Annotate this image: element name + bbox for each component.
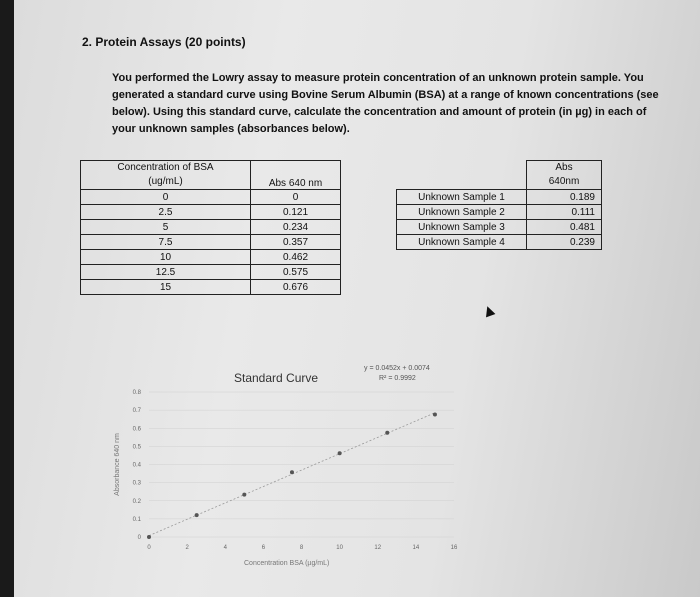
y-tick-label: 0 <box>137 535 141 541</box>
table-row <box>81 205 341 220</box>
abs-cell: 0.357 <box>251 235 341 250</box>
x-tick-label: 2 <box>185 545 189 551</box>
unknowns-header-abs <box>527 161 602 190</box>
unknown-label-cell: Unknown Sample 3 <box>397 220 527 235</box>
y-tick-label: 0.4 <box>132 462 141 469</box>
axis-ticks <box>133 390 458 551</box>
conc-cell: 2.5 <box>81 205 251 220</box>
chart-title: Standard Curve <box>234 371 319 385</box>
question-heading: 2. Protein Assays (20 points) <box>82 35 246 49</box>
data-point <box>433 412 437 416</box>
unknown-abs-cell: 0.189 <box>527 190 602 205</box>
y-tick-label: 0.7 <box>132 408 141 415</box>
header-concentration-line2: (ug/mL) <box>148 176 183 187</box>
x-axis-label: Concentration BSA (µg/mL) <box>244 560 330 567</box>
table-row <box>81 280 341 295</box>
unknown-label-cell: Unknown Sample 4 <box>397 235 527 250</box>
y-axis-label-group <box>114 433 121 496</box>
y-tick-label: 0.6 <box>132 426 141 433</box>
mouse-cursor-icon <box>483 305 496 318</box>
conc-cell: 15 <box>81 280 251 295</box>
y-axis-label: Absorbance 640 nm <box>114 433 121 496</box>
y-tick-label: 0.1 <box>132 516 141 523</box>
unknowns-header-blank <box>397 161 527 190</box>
unknown-abs-cell: 0.239 <box>527 235 602 250</box>
data-point <box>242 493 246 497</box>
abs-cell: 0 <box>251 190 341 205</box>
worksheet-page <box>14 0 700 597</box>
table-row <box>81 190 341 205</box>
chart-svg <box>14 352 700 597</box>
table-header-row <box>81 161 341 190</box>
table-row <box>397 235 602 250</box>
x-tick-label: 0 <box>147 545 151 551</box>
table-row <box>81 265 341 280</box>
table-row <box>81 235 341 250</box>
data-point <box>290 470 294 474</box>
table-row <box>81 220 341 235</box>
unknowns-header-row <box>397 161 602 190</box>
abs-cell: 0.462 <box>251 250 341 265</box>
conc-cell: 10 <box>81 250 251 265</box>
data-point <box>338 451 342 455</box>
x-tick-label: 14 <box>412 545 420 551</box>
data-point <box>385 431 389 435</box>
standard-curve-chart <box>14 352 700 597</box>
question-paragraph: You performed the Lowry assay to measure protein concentration of an unknown protein sample. You generated a standard curve using Bovine Serum Albumin (BSA) at a range of known concentrations (see below). Using this standard curve, calculate the concentration and amount of protein (in µg) in each of your unknown samples (absorbances below). <box>112 72 659 135</box>
table-row <box>81 250 341 265</box>
header-concentration-line1: Concentration of BSA <box>117 162 214 173</box>
x-tick-label: 8 <box>299 545 304 551</box>
conc-cell: 7.5 <box>81 235 251 250</box>
data-point <box>147 535 151 539</box>
header-absorbance: Abs 640 nm <box>251 161 341 190</box>
y-tick-label: 0.8 <box>132 390 141 396</box>
data-point <box>195 513 199 517</box>
abs-cell: 0.575 <box>251 265 341 280</box>
unknown-abs-cell: 0.481 <box>527 220 602 235</box>
x-tick-label: 4 <box>223 545 227 551</box>
abs-cell: 0.121 <box>251 205 341 220</box>
x-tick-label: 16 <box>450 545 458 551</box>
data-points <box>147 412 437 539</box>
r-squared-label: R² = 0.9992 <box>379 375 416 382</box>
conc-cell: 5 <box>81 220 251 235</box>
x-tick-label: 10 <box>336 545 343 551</box>
abs-cell: 0.234 <box>251 220 341 235</box>
y-tick-label: 0.5 <box>132 444 141 451</box>
unknown-abs-cell: 0.111 <box>527 205 602 220</box>
x-tick-label: 12 <box>374 545 382 551</box>
abs-cell: 0.676 <box>251 280 341 295</box>
unknowns-header-line2: 640nm <box>548 176 580 187</box>
table-row <box>397 220 602 235</box>
y-tick-label: 0.2 <box>132 498 141 505</box>
unknowns-table <box>396 160 602 250</box>
unknown-label-cell: Unknown Sample 2 <box>397 205 527 220</box>
trendline-equation: y = 0.0452x + 0.0074 <box>364 365 430 372</box>
table-row <box>397 205 602 220</box>
y-tick-label: 0.3 <box>132 480 141 487</box>
unknown-label-cell: Unknown Sample 1 <box>397 190 527 205</box>
bsa-standards-table <box>80 160 341 295</box>
x-tick-label: 6 <box>261 545 266 551</box>
header-concentration <box>81 161 251 190</box>
conc-cell: 12.5 <box>81 265 251 280</box>
table-row <box>397 190 602 205</box>
unknowns-header-line1: Abs <box>555 162 573 173</box>
conc-cell: 0 <box>81 190 251 205</box>
